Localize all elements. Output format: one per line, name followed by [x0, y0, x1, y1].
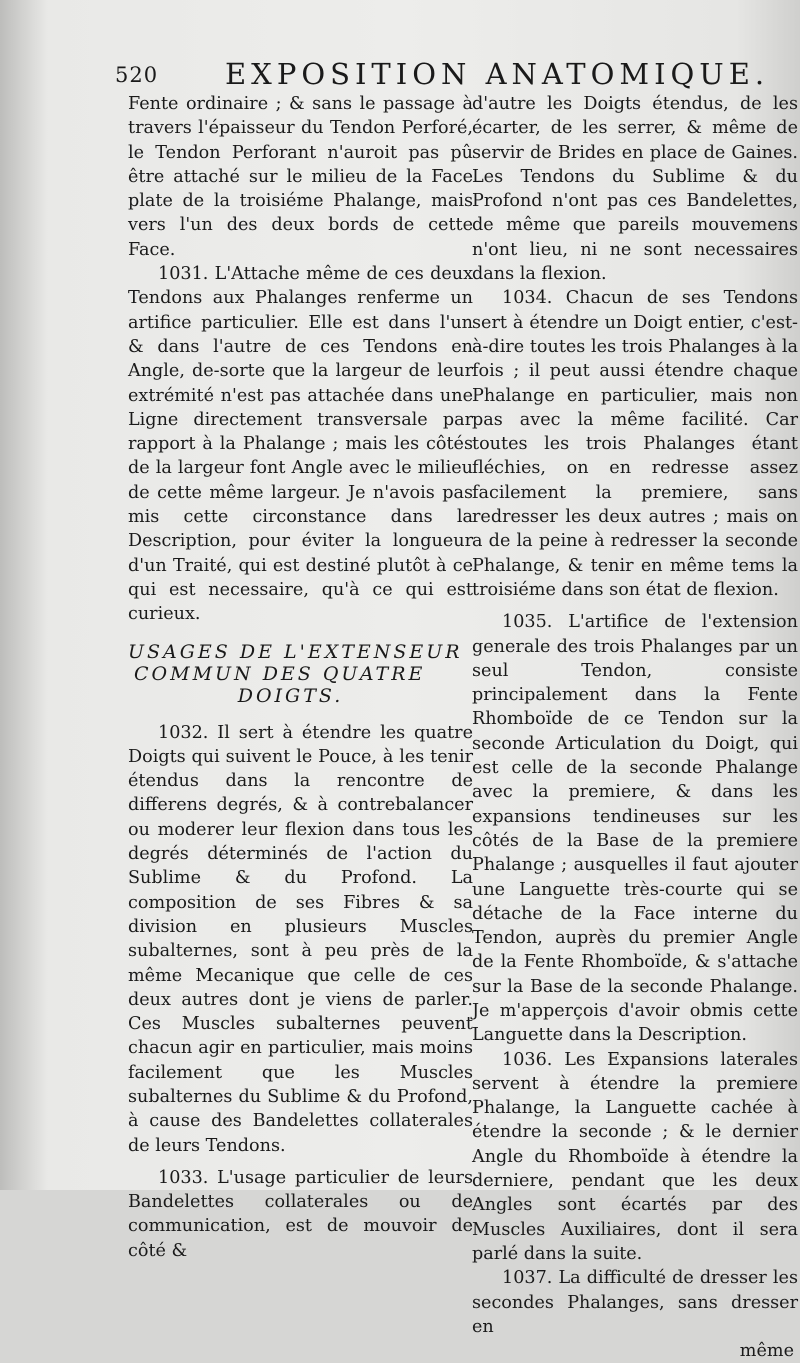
paragraph-1033: 1033. L'usage particulier de leurs Bandelettes collaterales ou de communication, est de mouvoir de côté &	[128, 1167, 473, 1261]
left-column	[128, 92, 473, 1263]
paragraph-1036: 1036. Les Expansions laterales servent à étendre la premiere Phalange, la Languette cachée à étendre la seconde ; & le dernier Angle du Rhomboïde à étendre la derniere, pendant que les deux Angles sont écartés par des Muscles Auxiliaires, dont il sera parlé dans la suite.	[472, 1049, 798, 1264]
heading-line-3: DOIGTS.	[237, 684, 344, 707]
heading-line-1: USAGES DE L'EXTENSEUR	[128, 640, 463, 663]
paragraph-1037: 1037. La difficulté de dresser les secondes Phalanges, sans dresser en	[472, 1268, 798, 1337]
paragraph-continued-right: d'autre les Doigts étendus, de les écarter, de les serrer, & même de servir de Brides en place de Gaines. Les Tendons du Sublime & du Profond n'ont pas ces Bandelettes, de même que pareils mouvemens n'ont lieu, ni ne sont necessaires dans la flexion.	[472, 94, 798, 285]
catchword: même	[739, 1341, 794, 1362]
page-number: 520	[115, 63, 159, 87]
heading-line-2: COMMUN DES QUATRE	[134, 662, 426, 685]
paragraph-1031: 1031. L'Attache même de ces deux Tendons aux Phalanges renferme un artifice particulier. Elle est dans l'un & dans l'autre de ces Tendons en Angle, de-sorte que la largeur de leur extrémité n'est pas attachée dans une Ligne directement transversale par rapport à la Phalange ; mais les côtés de la largeur font Angle avec le milieu de cette même largeur. Je n'avois pas mis cette circonstance dans la Description, pour éviter la longueur d'un Traité, qui est destiné plutôt à ce qui est necessaire, qu'à ce qui est curieux.	[128, 264, 473, 625]
running-head: EXPOSITION ANATOMIQUE.	[225, 57, 770, 91]
right-column	[472, 92, 798, 1363]
paragraph-continued: Fente ordinaire ; & sans le passage à travers l'épaisseur du Tendon Perforé, le Tendon Perforant n'auroit pas pû être attaché sur le milieu de la Face plate de la troisiéme Phalange, mais vers l'un des deux bords de cette Face.	[128, 94, 473, 260]
page-header	[115, 55, 800, 95]
paragraph-1032: 1032. Il sert à étendre les quatre Doigts qui suivent le Pouce, à les tenir étendus dans la rencontre de differens degrés, & à contrebalancer ou moderer leur flexion dans tous les degrés déterminés de l'action du Sublime & du Profond. La composition de ses Fibres & sa division en plusieurs Muscles subalternes, sont à peu près de la même Mecanique que celle de ces deux autres dont je viens de parler. Ces Muscles subalternes peuvent chacun agir en particulier, mais moins facilement que les Muscles subalternes du Sublime & du Profond, à cause des Bandelettes collaterales de leurs Tendons.	[128, 722, 473, 1156]
paragraph-1035: 1035. L'artifice de l'extension generale des trois Phalanges par un seul Tendon, consiste principalement dans la Fente Rhomboïde de ce Tendon sur la seconde Articulation du Doigt, qui est celle de la seconde Phalange avec la premiere, & dans les expansions tendineuses sur les côtés de la Base de la premiere Phalange ; ausquelles il faut ajouter une Languette très-courte qui se détache de la Face interne du Tendon, auprès du premier Angle de la Fente Rhomboïde, & s'attache sur la Base de la seconde Phalange. Je m'apperçois d'avoir obmis cette Languette dans la Description.	[472, 612, 798, 1046]
paragraph-1034: 1034. Chacun de ses Tendons sert à étendre un Doigt entier, c'est-à-dire toutes les trois Phalanges à la fois ; il peut aussi étendre chaque Phalange en particulier, mais non pas avec la même facilité. Car toutes les trois Phalanges étant fléchies, on en redresse assez facilement la premiere, sans redresser les deux autres ; mais on a de la peine à redresser la seconde Phalange, & tenir en même tems la troisiéme dans son état de flexion.	[472, 288, 798, 600]
section-heading	[128, 641, 473, 707]
